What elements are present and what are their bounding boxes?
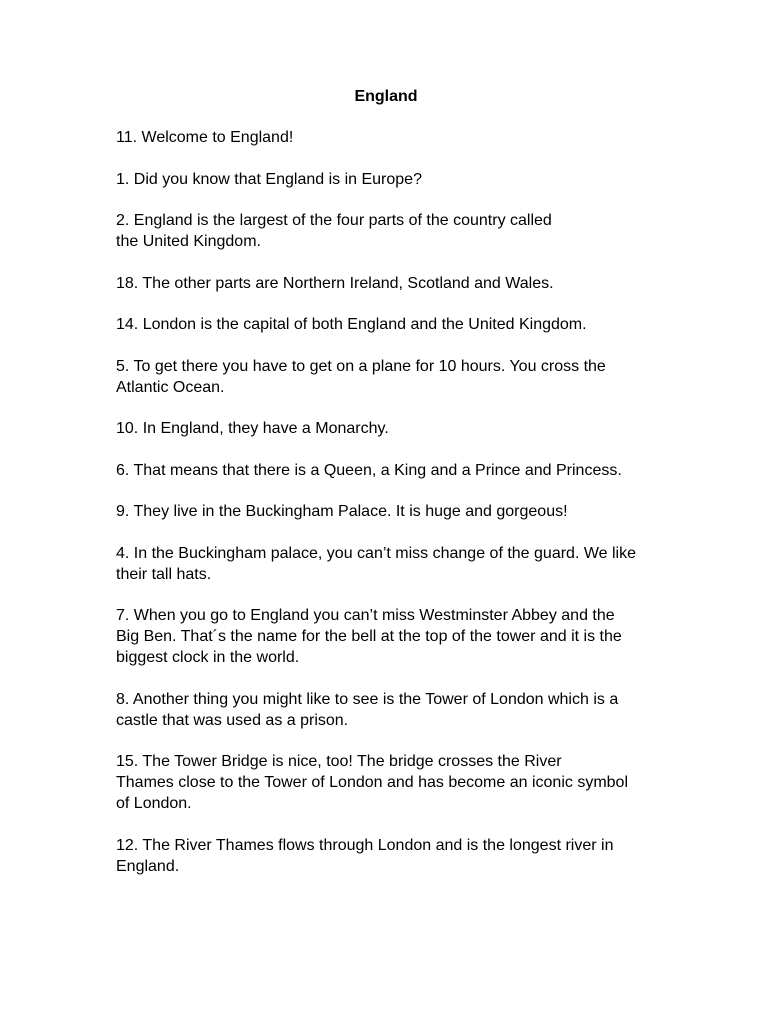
- paragraph: [116, 273, 656, 294]
- paragraph: [116, 689, 656, 731]
- paragraph-line: 5. To get there you have to get on a plane for 10 hours. You cross the: [116, 357, 606, 375]
- paragraph: [116, 127, 656, 148]
- paragraph-line: 4. In the Buckingham palace, you can’t miss change of the guard. We like: [116, 544, 636, 562]
- paragraph: [116, 501, 656, 522]
- paragraph-list: [116, 127, 656, 877]
- paragraph-line: biggest clock in the world.: [116, 649, 300, 666]
- paragraph-line: of London.: [116, 795, 192, 812]
- paragraph-line: 12. The River Thames flows through London and is the longest river in: [116, 836, 614, 854]
- paragraph: [116, 314, 656, 335]
- paragraph-line: the United Kingdom.: [116, 233, 261, 250]
- paragraph-line: 18. The other parts are Northern Ireland, Scotland and Wales.: [116, 274, 554, 292]
- paragraph-line: 9. They live in the Buckingham Palace. It is huge and gorgeous!: [116, 503, 568, 520]
- paragraph-line: 15. The Tower Bridge is nice, too! The bridge crosses the River: [116, 753, 562, 770]
- paragraph: [116, 543, 656, 585]
- paragraph-line: their tall hats.: [116, 565, 212, 583]
- paragraph: [116, 418, 656, 439]
- paragraph: [116, 210, 656, 252]
- paragraph: [116, 356, 656, 398]
- paragraph-line: 11. Welcome to England!: [116, 129, 294, 146]
- paragraph-line: Atlantic Ocean.: [116, 378, 225, 396]
- paragraph-line: castle that was used as a prison.: [116, 711, 349, 729]
- paragraph: [116, 605, 656, 668]
- paragraph-line: 2. England is the largest of the four parts of the country called: [116, 212, 552, 229]
- paragraph-line: 7. When you go to England you can’t miss Westminster Abbey and the: [116, 607, 615, 624]
- paragraph-line: 14. London is the capital of both England and the United Kingdom.: [116, 316, 587, 333]
- paragraph-line: 1. Did you know that England is in Europe?: [116, 170, 422, 188]
- paragraph-line: Big Ben. That´s the name for the bell at the top of the tower and it is the: [116, 628, 622, 645]
- document-title: England: [354, 88, 418, 105]
- paragraph-line: 6. That means that there is a Queen, a King and a Prince and Princess.: [116, 461, 622, 479]
- document-page: [116, 86, 656, 897]
- paragraph: [116, 169, 656, 190]
- paragraph-line: Thames close to the Tower of London and has become an iconic symbol: [116, 774, 628, 791]
- paragraph-line: 10. In England, they have a Monarchy.: [116, 420, 389, 437]
- paragraph-line: 8. Another thing you might like to see is the Tower of London which is a: [116, 690, 619, 708]
- paragraph: [116, 460, 656, 481]
- paragraph: [116, 835, 656, 877]
- paragraph-line: England.: [116, 857, 180, 875]
- paragraph: [116, 751, 656, 814]
